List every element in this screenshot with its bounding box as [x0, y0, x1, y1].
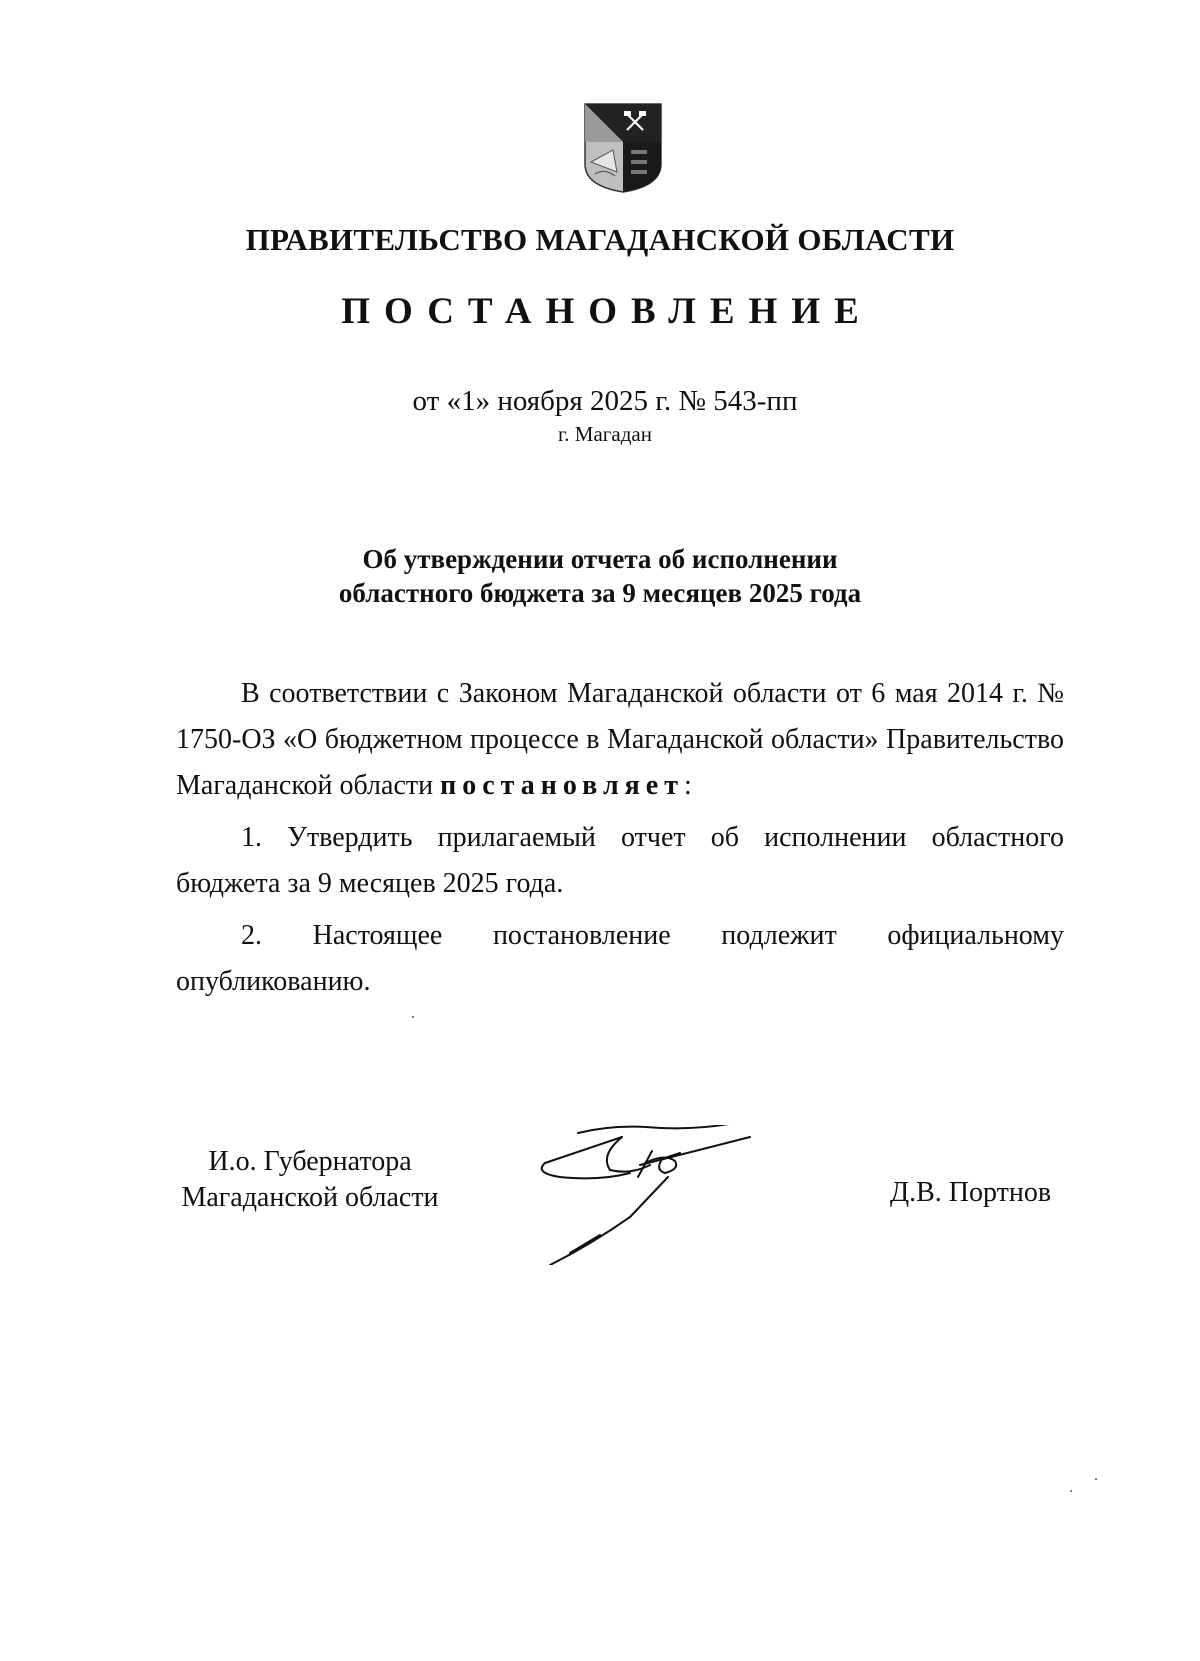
document-title-line-1: Об утверждении отчета об исполнении: [362, 544, 838, 574]
preamble-paragraph: [176, 671, 1064, 809]
document-title: [0, 542, 1200, 610]
signatory-position: [160, 1144, 460, 1216]
coat-of-arms-emblem: [583, 102, 663, 194]
item-2-continuation: опубликованию.: [176, 966, 371, 997]
preamble-colon: :: [683, 770, 692, 801]
preamble-text: В соответствии с Законом Магаданской области от 6 мая 2014 г. № 1750-ОЗ «О бюджетном процессе в Магаданской области» Правительство Магаданской области: [176, 678, 1064, 801]
item-1-paragraph: 1. Утвердить прилагаемый отчет об исполнении областного бюджета за 9 месяцев 2025 года.: [176, 822, 1064, 899]
scan-speck: [1095, 1478, 1097, 1480]
document-city: г. Магадан: [558, 422, 652, 446]
document-body: [176, 671, 1064, 1011]
item-2-paragraph: 2. Настоящее постановление подлежит официальному: [241, 920, 1064, 951]
decides-word: постановляет: [440, 770, 684, 801]
signatory-position-line-1: И.о. Губернатора: [208, 1146, 412, 1177]
document-date-number: от «1» ноября 2025 г. № 543-пп: [412, 385, 798, 417]
signatory-name: Д.В. Портнов: [890, 1177, 1052, 1208]
scan-speck: [1070, 1490, 1072, 1492]
signatory-position-line-2: Магаданской области: [181, 1182, 439, 1213]
document-title-line-2: областного бюджета за 9 месяцев 2025 года: [338, 578, 862, 608]
handwritten-signature: [540, 1125, 800, 1265]
document-type-heading: ПОСТАНОВЛЕНИЕ: [341, 291, 873, 332]
organization-heading: ПРАВИТЕЛЬСТВО МАГАДАНСКОЙ ОБЛАСТИ: [245, 222, 955, 257]
scan-speck: [412, 1016, 414, 1018]
